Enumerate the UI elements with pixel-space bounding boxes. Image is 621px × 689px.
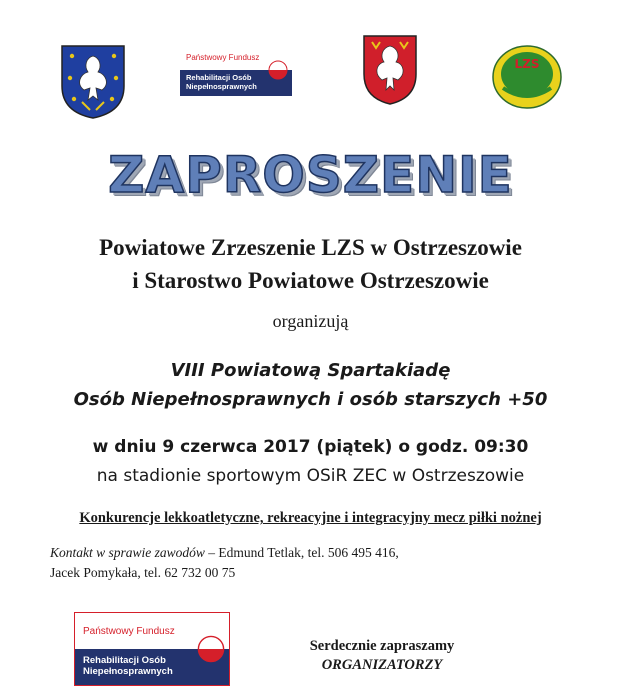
contact-label: Kontakt w sprawie zawodów [50,545,205,560]
pfron-line1: Państwowy Fundusz [186,52,260,62]
event-title-line-2: Osób Niepełnosprawnych i osób starszych +50 [73,389,548,410]
contact-line-1 [50,545,399,561]
pfron-line3: Niepełnosprawnych [186,82,257,91]
pfron-logo-top [180,44,292,96]
closing-line-1: Serdecznie zapraszamy [309,638,455,654]
coat-of-arms-left-icon [60,44,126,120]
event-date: w dniu 9 czerwca 2017 (piątek) o godz. 09:30 [92,437,529,457]
page-title: ZAPROSZENIE [108,146,513,204]
competitions-line: Konkurencje lekkoatletyczne, rekreacyjne i integracyjny mecz piłki nożnej [79,510,542,526]
svg-text:LZS: LZS [514,57,540,71]
pfron-line2: Rehabilitacji Osób [186,73,252,83]
pfron-bottom-line1: Państwowy Fundusz [83,625,175,637]
pfron-bottom-line2: Rehabilitacji Osób [83,655,166,667]
event-venue: na stadionie sportowym OSiR ZEC w Ostrzeszowie [96,466,525,486]
coat-of-arms-right-icon [362,34,418,106]
contact-line-1-rest: – Edmund Tetlak, tel. 506 495 416, [204,545,399,560]
closing-line-2: ORGANIZATORZY [321,657,443,673]
event-title-line-1: VIII Powiatową Spartakiadę [170,360,451,381]
organizer-line-1: Powiatowe Zrzeszenie LZS w Ostrzeszowie [99,235,522,260]
pfron-bottom-circle-icon [197,635,225,663]
lzs-logo-icon [491,44,563,110]
organizer-line-2: i Starostwo Powiatowe Ostrzeszowie [132,268,489,293]
pfron-circle-icon [268,60,288,80]
organizers-verb: organizują [272,311,349,331]
contact-line-2: Jacek Pomykała, tel. 62 732 00 75 [50,565,236,580]
pfron-logo-bottom [74,612,230,686]
pfron-bottom-line3: Niepełnosprawnych [83,666,173,677]
